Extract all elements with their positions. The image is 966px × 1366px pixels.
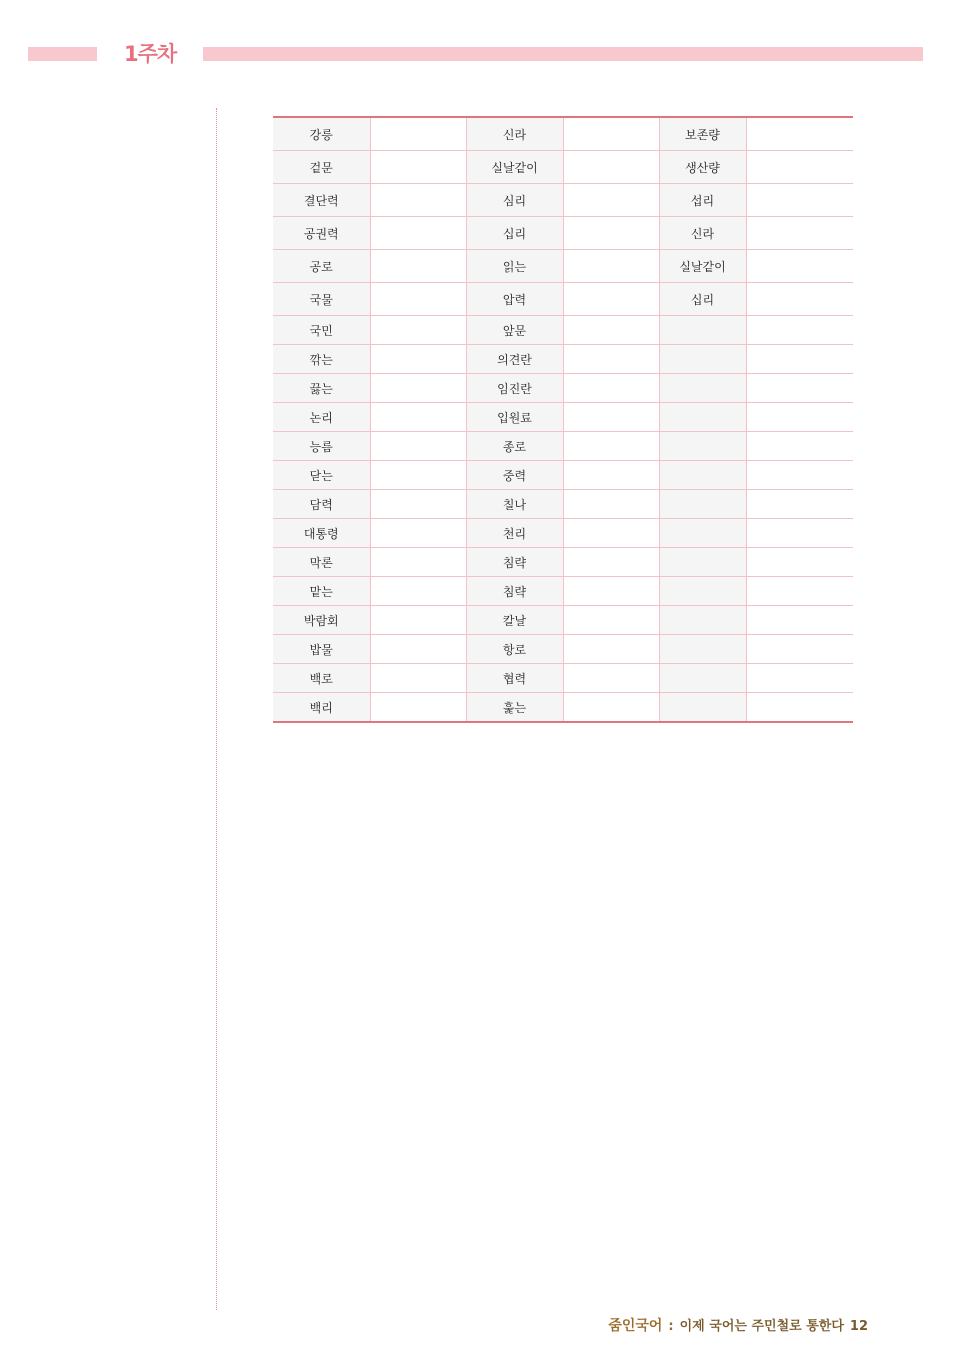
word-cell: 국물 [273, 283, 370, 316]
word-cell: 심리 [466, 184, 563, 217]
answer-cell [370, 345, 466, 374]
word-cell: 입원료 [466, 403, 563, 432]
answer-cell [746, 693, 853, 723]
word-cell [659, 606, 746, 635]
page-number: 12 [849, 1319, 868, 1334]
word-table [273, 116, 853, 723]
word-cell: 섭리 [659, 184, 746, 217]
word-cell: 신라 [659, 217, 746, 250]
word-cell: 밥물 [273, 635, 370, 664]
answer-cell [563, 283, 659, 316]
table-row [273, 664, 853, 693]
answer-cell [746, 217, 853, 250]
answer-cell [370, 151, 466, 184]
answer-cell [563, 461, 659, 490]
answer-cell [370, 693, 466, 723]
answer-cell [563, 606, 659, 635]
table-row [273, 345, 853, 374]
answer-cell [563, 345, 659, 374]
answer-cell [370, 217, 466, 250]
table-row [273, 151, 853, 184]
answer-cell [370, 490, 466, 519]
answer-cell [746, 519, 853, 548]
answer-cell [370, 577, 466, 606]
word-cell: 백로 [273, 664, 370, 693]
word-cell [659, 664, 746, 693]
answer-cell [746, 577, 853, 606]
answer-cell [563, 403, 659, 432]
answer-cell [563, 693, 659, 723]
table-row [273, 519, 853, 548]
footer-brand: 줌인국어 [608, 1318, 663, 1334]
answer-cell [370, 519, 466, 548]
word-cell [659, 519, 746, 548]
footer-slogan: 이제 국어는 주민철로 통한다 [679, 1319, 844, 1334]
answer-cell [370, 432, 466, 461]
footer [608, 1316, 868, 1336]
table-row [273, 217, 853, 250]
answer-cell [746, 316, 853, 345]
header-bar-right [203, 47, 923, 61]
answer-cell [563, 217, 659, 250]
word-cell: 임진란 [466, 374, 563, 403]
word-cell [659, 490, 746, 519]
dotted-margin-line [216, 108, 217, 1310]
answer-cell [563, 519, 659, 548]
answer-cell [563, 316, 659, 345]
word-cell: 천리 [466, 519, 563, 548]
answer-cell [370, 461, 466, 490]
answer-cell [746, 403, 853, 432]
answer-cell [746, 151, 853, 184]
word-cell [659, 693, 746, 723]
answer-cell [746, 490, 853, 519]
word-cell: 맡는 [273, 577, 370, 606]
table-row [273, 283, 853, 316]
answer-cell [746, 117, 853, 151]
word-cell: 실날같이 [466, 151, 563, 184]
word-cell: 훑는 [466, 693, 563, 723]
answer-cell [746, 250, 853, 283]
table-row [273, 577, 853, 606]
answer-cell [563, 374, 659, 403]
word-cell: 논리 [273, 403, 370, 432]
answer-cell [746, 184, 853, 217]
header-bar-left [28, 47, 97, 61]
answer-cell [746, 635, 853, 664]
answer-cell [563, 664, 659, 693]
table-row [273, 548, 853, 577]
word-cell: 백리 [273, 693, 370, 723]
table-row [273, 250, 853, 283]
word-cell: 끓는 [273, 374, 370, 403]
table-row [273, 490, 853, 519]
word-cell: 막론 [273, 548, 370, 577]
word-cell [659, 316, 746, 345]
table-row [273, 635, 853, 664]
answer-cell [563, 432, 659, 461]
answer-cell [370, 316, 466, 345]
word-cell: 깎는 [273, 345, 370, 374]
word-cell: 침략 [466, 577, 563, 606]
word-cell: 앞문 [466, 316, 563, 345]
week-label: 1주차 [124, 42, 177, 66]
table-row [273, 432, 853, 461]
answer-cell [746, 345, 853, 374]
table-row [273, 184, 853, 217]
answer-cell [746, 461, 853, 490]
word-cell: 국민 [273, 316, 370, 345]
word-cell: 공로 [273, 250, 370, 283]
answer-cell [563, 184, 659, 217]
word-cell: 공권력 [273, 217, 370, 250]
answer-cell [746, 283, 853, 316]
word-cell [659, 345, 746, 374]
answer-cell [370, 283, 466, 316]
answer-cell [746, 664, 853, 693]
word-cell: 강릉 [273, 117, 370, 151]
answer-cell [370, 635, 466, 664]
answer-cell [370, 403, 466, 432]
answer-cell [563, 635, 659, 664]
word-cell: 항로 [466, 635, 563, 664]
word-cell: 겉문 [273, 151, 370, 184]
table-row [273, 374, 853, 403]
word-cell: 칼날 [466, 606, 563, 635]
answer-cell [563, 250, 659, 283]
word-cell: 침략 [466, 548, 563, 577]
word-cell [659, 403, 746, 432]
answer-cell [746, 374, 853, 403]
word-cell: 십리 [466, 217, 563, 250]
answer-cell [563, 490, 659, 519]
answer-cell [746, 432, 853, 461]
answer-cell [370, 117, 466, 151]
answer-cell [563, 117, 659, 151]
word-cell [659, 374, 746, 403]
answer-cell [563, 577, 659, 606]
word-cell: 종로 [466, 432, 563, 461]
table-row [273, 316, 853, 345]
table-row [273, 117, 853, 151]
word-cell: 읽는 [466, 250, 563, 283]
word-cell [659, 635, 746, 664]
word-cell: 협력 [466, 664, 563, 693]
table-row [273, 461, 853, 490]
word-cell: 중력 [466, 461, 563, 490]
word-cell: 담력 [273, 490, 370, 519]
word-cell: 의견란 [466, 345, 563, 374]
answer-cell [746, 548, 853, 577]
word-cell: 압력 [466, 283, 563, 316]
answer-cell [370, 606, 466, 635]
footer-separator: : [668, 1319, 674, 1334]
word-cell: 능름 [273, 432, 370, 461]
table-row [273, 606, 853, 635]
word-cell: 대통령 [273, 519, 370, 548]
word-cell: 생산량 [659, 151, 746, 184]
word-cell: 실날같이 [659, 250, 746, 283]
answer-cell [370, 664, 466, 693]
word-cell: 보존량 [659, 117, 746, 151]
word-cell: 닫는 [273, 461, 370, 490]
answer-cell [746, 606, 853, 635]
word-cell [659, 461, 746, 490]
word-cell [659, 432, 746, 461]
word-cell: 신라 [466, 117, 563, 151]
answer-cell [563, 548, 659, 577]
table-row [273, 403, 853, 432]
word-cell: 박람회 [273, 606, 370, 635]
answer-cell [563, 151, 659, 184]
word-cell: 십리 [659, 283, 746, 316]
word-cell: 칠나 [466, 490, 563, 519]
table-row [273, 693, 853, 723]
answer-cell [370, 184, 466, 217]
answer-cell [370, 250, 466, 283]
word-cell [659, 577, 746, 606]
word-cell: 결단력 [273, 184, 370, 217]
word-cell [659, 548, 746, 577]
word-table-body [273, 117, 853, 722]
answer-cell [370, 374, 466, 403]
answer-cell [370, 548, 466, 577]
